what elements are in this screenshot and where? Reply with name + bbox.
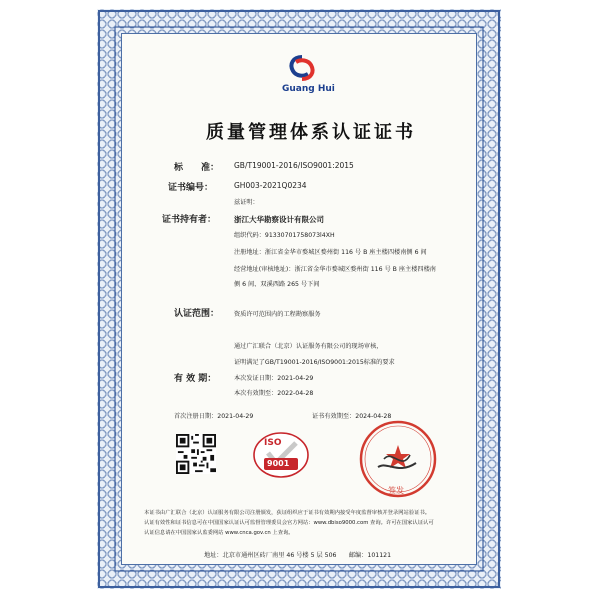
footer-line-1: 本证书由广汇联合（北京）认证服务有限公司注册颁发，获证组织应于证书有效期内接受年度监督审核并登录网站验证书。 — [144, 510, 431, 516]
statement-line1: 通过广汇联合（北京）认证服务有限公司的现场审核， — [234, 343, 383, 350]
footer-line-2: 认证有效性和证书信息可在中国国家认证认可监督管理委员会官方网站：www.dbiso9000.com 查询。许可在国家认证认可 — [144, 520, 434, 526]
page-title: 质量管理体系认证证书 — [206, 122, 416, 143]
certificate-body — [121, 33, 477, 565]
iso-badge-bottom: 9001 — [267, 459, 290, 468]
first-issue-date: 首次注册日期：2021-04-29 — [174, 413, 254, 420]
op-address-line1: 经营地址(审核地址)：浙江省金华市婺城区婺州街 116 号 B 座主楼四楼南 — [234, 266, 436, 273]
holder-name: 浙江大华勘察设计有限公司 — [234, 215, 324, 224]
holder-label: 证书持有者： — [162, 215, 217, 225]
reg-address: 注册地址：浙江省金华市婺城区婺州街 116 号 B 座主楼四楼南侧 6 间 — [234, 249, 427, 256]
validity-label: 有 效 期： — [174, 374, 217, 384]
brand-name: Guang Hui — [282, 84, 335, 94]
qr-code-icon[interactable] — [176, 434, 216, 474]
certificate — [97, 9, 501, 589]
scope-value: 资质许可范围内的工程勘察服务 — [234, 311, 321, 318]
cert-expire-date: 证书有效期至：2024-04-28 — [312, 413, 392, 420]
address: 地址：北京市通州区砖厂南里 46 号楼 5 层 506 邮编：101121 — [204, 552, 392, 559]
org-code: 组织代码：91330701758073l4XH — [234, 232, 335, 239]
iso-badge-top: ISO — [264, 438, 282, 448]
seal-sign-label: 签发 — [388, 486, 404, 495]
footer-line-3: 认证信息请在中国国家认监委网站 www.cnca.gov.cn 上查询。 — [144, 530, 294, 536]
guanghui-logo-icon — [287, 54, 317, 82]
standard-value: GB/T19001-2016/ISO9001:2015 — [234, 161, 354, 170]
op-address-line2: 侧 6 间、双溪西路 265 号下间 — [234, 281, 320, 288]
expire-date: 本次有效期至：2022-04-28 — [234, 390, 314, 397]
standard-label: 标 准： — [174, 163, 220, 173]
issue-date: 本次发证日期：2021-04-29 — [234, 375, 314, 382]
cert-no-value: GH003-2021Q0234 — [234, 181, 307, 190]
cert-no-label: 证书编号： — [168, 183, 214, 193]
attached-label: 兹证明： — [234, 199, 259, 206]
statement-line2: 证明满足了GB/T19001-2016/ISO9001:2015标准的要求 — [234, 359, 395, 366]
scope-label: 认证范围： — [174, 309, 220, 319]
